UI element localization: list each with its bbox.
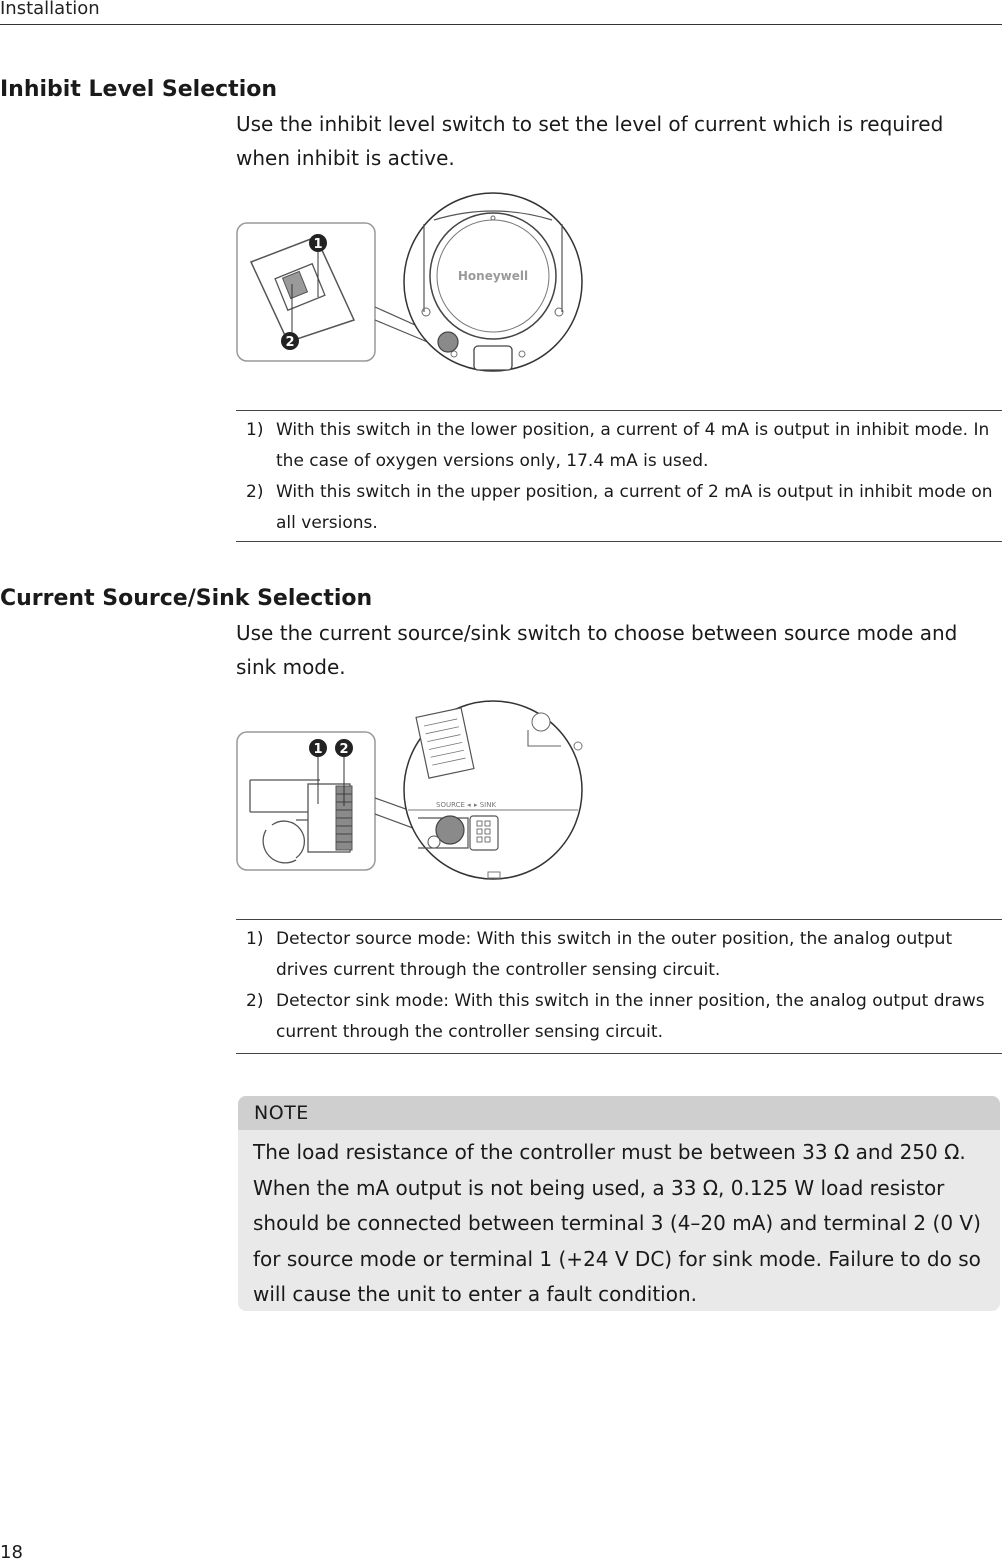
source-sink-switch: [436, 816, 464, 844]
inhibit-intro: Use the inhibit level switch to set the level of current which is required when inhibit is active.: [236, 112, 944, 170]
inhibit-switch-figure: [236, 192, 588, 374]
svg-text:2: 2: [339, 742, 349, 757]
inset-frame: [237, 732, 375, 870]
list-item: 1) Detector source mode: With this switch in the outer position, the analog output drives current through the controller sensing circuit.: [246, 929, 953, 980]
header-divider: [0, 24, 1002, 25]
svg-text:1: 1: [313, 237, 323, 252]
source-sink-intro: Use the current source/sink switch to choose between source mode and sink mode.: [236, 621, 958, 679]
section-title: Installation: [0, 0, 100, 19]
note-title: NOTE: [238, 1096, 1000, 1130]
inhibit-switch: [438, 332, 458, 352]
callout-2-marker: [281, 332, 299, 350]
brand-logo: Honeywell: [457, 269, 529, 283]
callout-1-marker: [309, 739, 327, 757]
detector-rear-view: [404, 701, 582, 879]
source-sink-switch-figure: [236, 700, 588, 882]
callout-2-marker: [335, 739, 353, 757]
list-item: 2) With this switch in the upper position, a current of 2 mA is output in inhibit mode on all versions.: [246, 482, 993, 533]
page-number: 18: [0, 1542, 23, 1563]
note-body: The load resistance of the controller must be between 33 Ω and 250 Ω. When the mA output is not being used, a 33 Ω, 0.125 W load resistor should be connected between terminal 3 (4–20 mA) and terminal 2 (0 V) for source mode or terminal 1 (+24 V DC) for sink mode. Failure to do so will cause the unit to enter a fault condition.: [253, 1140, 981, 1306]
source-sink-options-list: [236, 919, 1002, 1054]
svg-text:1: 1: [313, 742, 323, 757]
list-item: 1) With this switch in the lower position, a current of 4 mA is output in inhibit mode. In the case of oxygen versions only, 17.4 mA is used.: [246, 420, 990, 471]
sink-label: ▸ SINK: [474, 801, 497, 809]
svg-text:2: 2: [285, 335, 295, 350]
callout-1-marker: [309, 234, 327, 252]
inhibit-options-list: [236, 410, 1002, 542]
source-sink-heading: Current Source/Sink Selection: [0, 586, 373, 611]
note-box: [238, 1096, 1000, 1311]
source-label: SOURCE ◂: [436, 801, 471, 809]
list-item: 2) Detector sink mode: With this switch in the inner position, the analog output draws current through the controller sensing circuit.: [246, 991, 985, 1042]
inhibit-heading: Inhibit Level Selection: [0, 77, 278, 102]
detector-front-view: [404, 193, 582, 371]
